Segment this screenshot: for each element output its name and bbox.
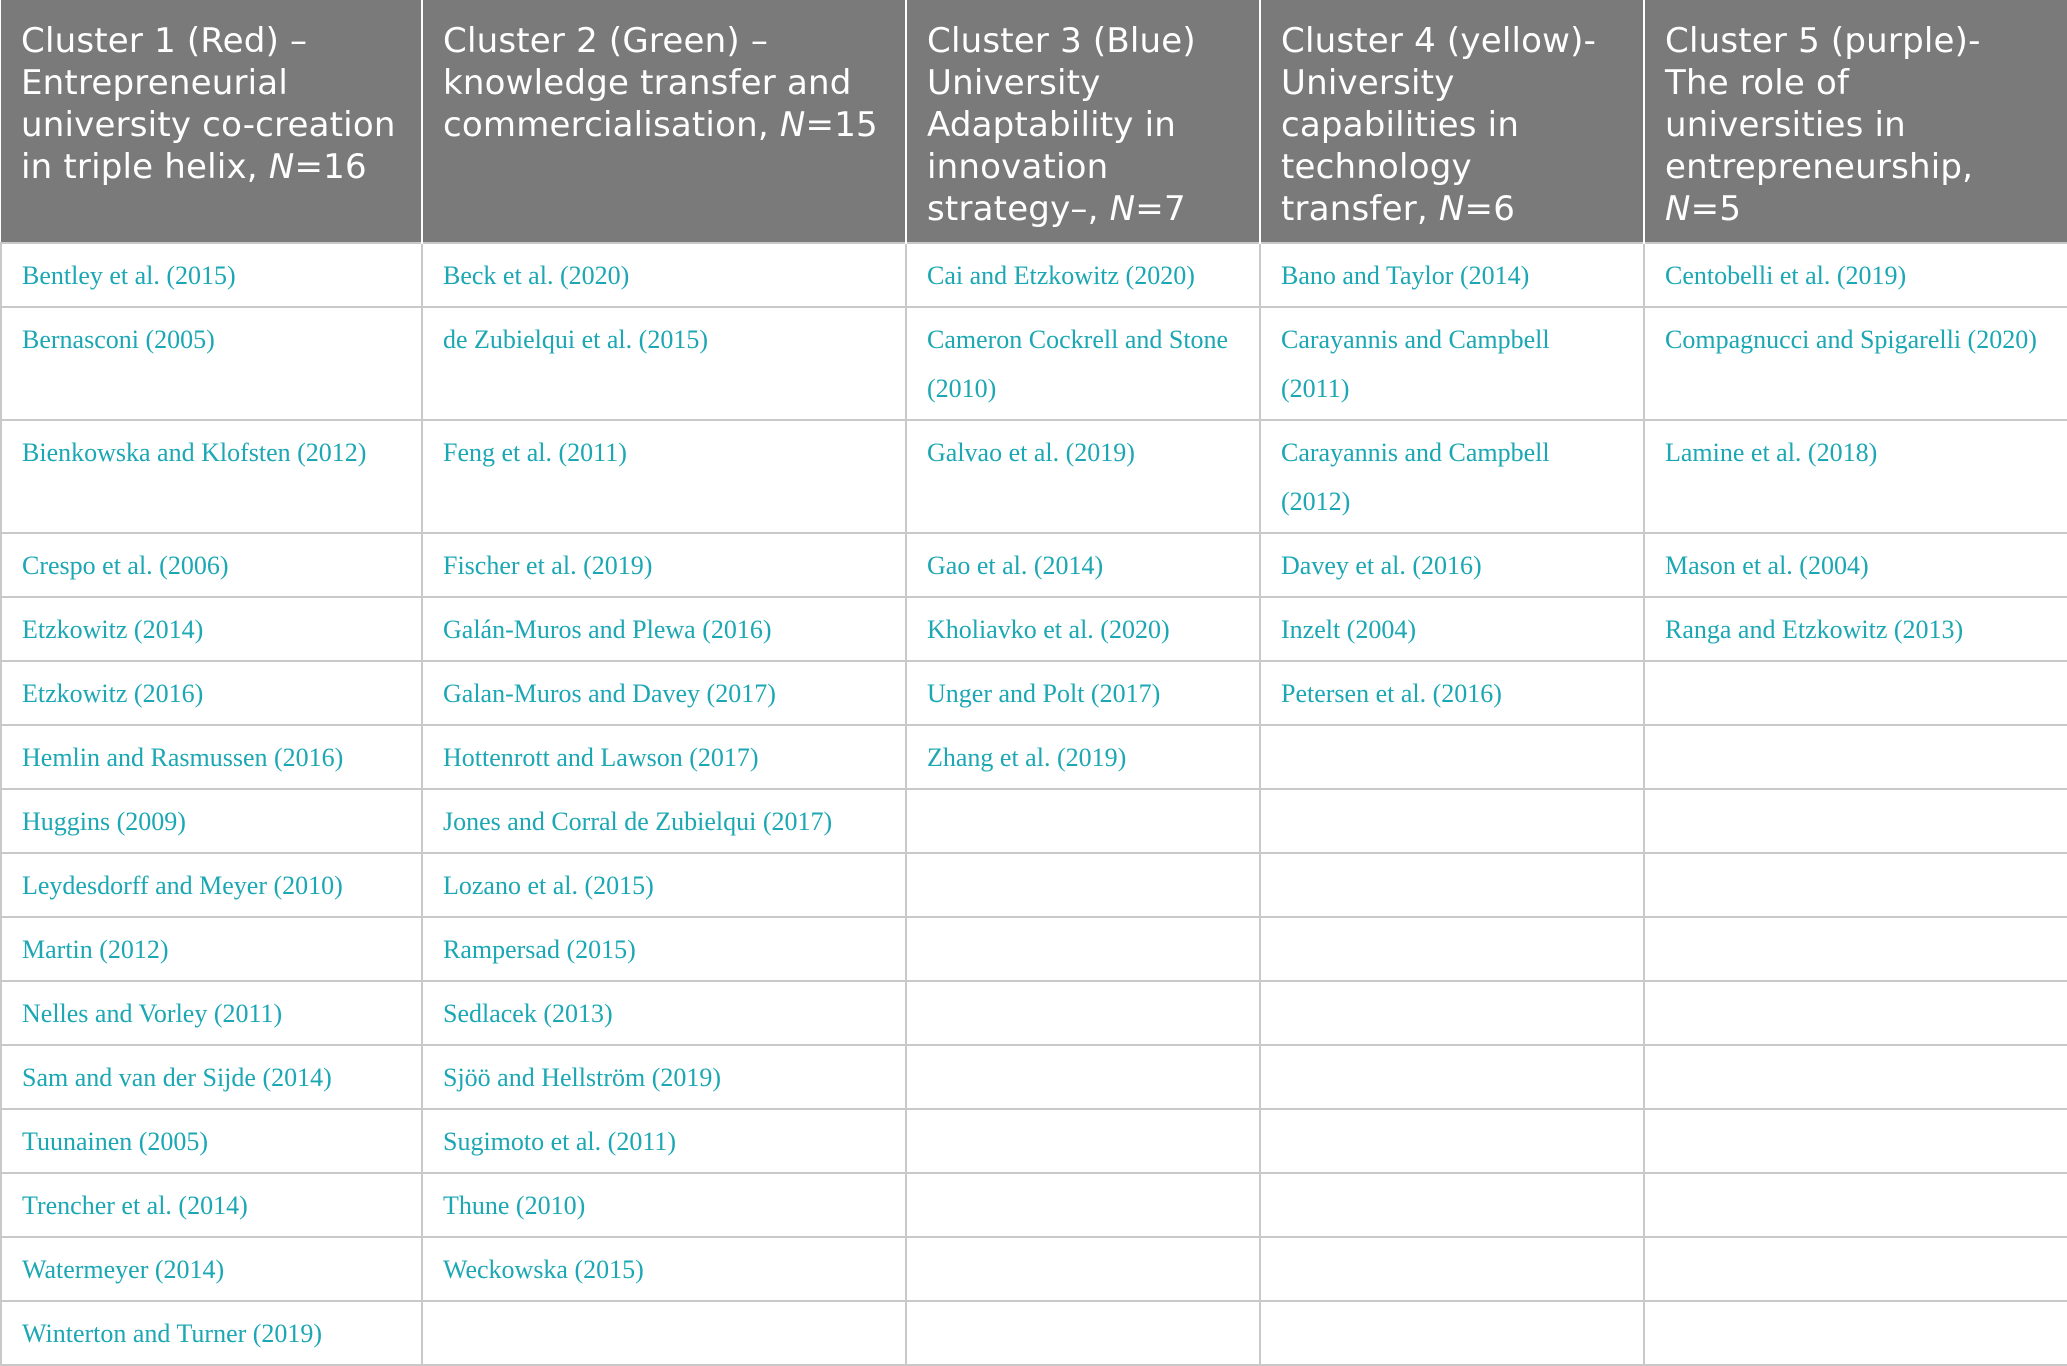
reference-link[interactable]: Huggins (2009): [1, 789, 422, 853]
reference-link[interactable]: Crespo et al. (2006): [1, 533, 422, 597]
reference-link[interactable]: Hottenrott and Lawson (2017): [422, 725, 906, 789]
empty-cell: [1260, 853, 1644, 917]
reference-link[interactable]: Carayannis and Campbell (2012): [1260, 420, 1644, 533]
empty-cell: [906, 853, 1260, 917]
reference-link[interactable]: Weckowska (2015): [422, 1237, 906, 1301]
reference-link[interactable]: Compagnucci and Spigarelli (2020): [1644, 307, 2067, 420]
table-row: [1, 1237, 2067, 1301]
table-row: [1, 661, 2067, 725]
reference-link[interactable]: Fischer et al. (2019): [422, 533, 906, 597]
table-row: [1, 533, 2067, 597]
empty-cell: [1260, 1109, 1644, 1173]
empty-cell: [422, 1301, 906, 1365]
reference-link[interactable]: Galán-Muros and Plewa (2016): [422, 597, 906, 661]
empty-cell: [906, 917, 1260, 981]
reference-link[interactable]: Cameron Cockrell and Stone (2010): [906, 307, 1260, 420]
reference-link[interactable]: Lamine et al. (2018): [1644, 420, 2067, 533]
reference-link[interactable]: Galvao et al. (2019): [906, 420, 1260, 533]
reference-link[interactable]: de Zubielqui et al. (2015): [422, 307, 906, 420]
reference-link[interactable]: Bano and Taylor (2014): [1260, 243, 1644, 307]
reference-link[interactable]: Watermeyer (2014): [1, 1237, 422, 1301]
empty-cell: [906, 981, 1260, 1045]
empty-cell: [906, 1237, 1260, 1301]
table-row: [1, 725, 2067, 789]
empty-cell: [1260, 1173, 1644, 1237]
reference-link[interactable]: Trencher et al. (2014): [1, 1173, 422, 1237]
reference-link[interactable]: Bentley et al. (2015): [1, 243, 422, 307]
reference-link[interactable]: Thune (2010): [422, 1173, 906, 1237]
empty-cell: [1260, 1045, 1644, 1109]
empty-cell: [906, 1301, 1260, 1365]
table-row: [1, 597, 2067, 661]
table-row: [1, 917, 2067, 981]
header-cluster-1: Cluster 1 (Red) – Entrepreneurial university co-creation in triple helix, N=16: [1, 0, 422, 243]
empty-cell: [1644, 725, 2067, 789]
table-body: [1, 243, 2067, 1365]
empty-cell: [1644, 1173, 2067, 1237]
empty-cell: [1644, 853, 2067, 917]
reference-link[interactable]: Tuunainen (2005): [1, 1109, 422, 1173]
reference-link[interactable]: Hemlin and Rasmussen (2016): [1, 725, 422, 789]
reference-link[interactable]: Leydesdorff and Meyer (2010): [1, 853, 422, 917]
reference-link[interactable]: Martin (2012): [1, 917, 422, 981]
table-row: [1, 1109, 2067, 1173]
reference-link[interactable]: Bernasconi (2005): [1, 307, 422, 420]
empty-cell: [1260, 725, 1644, 789]
reference-link[interactable]: Galan-Muros and Davey (2017): [422, 661, 906, 725]
reference-link[interactable]: Petersen et al. (2016): [1260, 661, 1644, 725]
table-row: [1, 789, 2067, 853]
empty-cell: [906, 1045, 1260, 1109]
header-cluster-3: Cluster 3 (Blue) University Adaptability in innovation strategy–, N=7: [906, 0, 1260, 243]
empty-cell: [1260, 789, 1644, 853]
reference-link[interactable]: Lozano et al. (2015): [422, 853, 906, 917]
empty-cell: [1260, 1301, 1644, 1365]
reference-link[interactable]: Sugimoto et al. (2011): [422, 1109, 906, 1173]
table-row: [1, 1173, 2067, 1237]
header-cluster-5: Cluster 5 (purple)- The role of universities in entrepreneurship, N=5: [1644, 0, 2067, 243]
reference-link[interactable]: Nelles and Vorley (2011): [1, 981, 422, 1045]
table-row: [1, 1045, 2067, 1109]
empty-cell: [1644, 661, 2067, 725]
reference-link[interactable]: Etzkowitz (2016): [1, 661, 422, 725]
reference-link[interactable]: Sam and van der Sijde (2014): [1, 1045, 422, 1109]
reference-link[interactable]: Unger and Polt (2017): [906, 661, 1260, 725]
reference-link[interactable]: Ranga and Etzkowitz (2013): [1644, 597, 2067, 661]
reference-link[interactable]: Rampersad (2015): [422, 917, 906, 981]
table-header: [1, 0, 2067, 243]
table-row: [1, 420, 2067, 533]
table-row: [1, 307, 2067, 420]
reference-link[interactable]: Bienkowska and Klofsten (2012): [1, 420, 422, 533]
reference-link[interactable]: Etzkowitz (2014): [1, 597, 422, 661]
empty-cell: [1644, 917, 2067, 981]
reference-link[interactable]: Cai and Etzkowitz (2020): [906, 243, 1260, 307]
empty-cell: [1644, 1045, 2067, 1109]
header-cluster-2: Cluster 2 (Green) – knowledge transfer and commercialisation, N=15: [422, 0, 906, 243]
reference-link[interactable]: Inzelt (2004): [1260, 597, 1644, 661]
reference-link[interactable]: Beck et al. (2020): [422, 243, 906, 307]
empty-cell: [906, 1173, 1260, 1237]
empty-cell: [1644, 1237, 2067, 1301]
reference-link[interactable]: Winterton and Turner (2019): [1, 1301, 422, 1365]
empty-cell: [1260, 917, 1644, 981]
empty-cell: [906, 789, 1260, 853]
empty-cell: [1644, 789, 2067, 853]
reference-link[interactable]: Feng et al. (2011): [422, 420, 906, 533]
header-cluster-4: Cluster 4 (yellow)- University capabilities in technology transfer, N=6: [1260, 0, 1644, 243]
empty-cell: [1644, 1301, 2067, 1365]
table-row: [1, 981, 2067, 1045]
reference-link[interactable]: Mason et al. (2004): [1644, 533, 2067, 597]
reference-link[interactable]: Kholiavko et al. (2020): [906, 597, 1260, 661]
empty-cell: [1644, 981, 2067, 1045]
reference-link[interactable]: Sjöö and Hellström (2019): [422, 1045, 906, 1109]
empty-cell: [1260, 981, 1644, 1045]
reference-link[interactable]: Carayannis and Campbell (2011): [1260, 307, 1644, 420]
reference-link[interactable]: Davey et al. (2016): [1260, 533, 1644, 597]
empty-cell: [906, 1109, 1260, 1173]
reference-link[interactable]: Jones and Corral de Zubielqui (2017): [422, 789, 906, 853]
reference-link[interactable]: Centobelli et al. (2019): [1644, 243, 2067, 307]
table-row: [1, 243, 2067, 307]
table-row: [1, 853, 2067, 917]
reference-link[interactable]: Gao et al. (2014): [906, 533, 1260, 597]
table-row: [1, 1301, 2067, 1365]
empty-cell: [1644, 1109, 2067, 1173]
empty-cell: [1260, 1237, 1644, 1301]
reference-link[interactable]: Zhang et al. (2019): [906, 725, 1260, 789]
reference-link[interactable]: Sedlacek (2013): [422, 981, 906, 1045]
